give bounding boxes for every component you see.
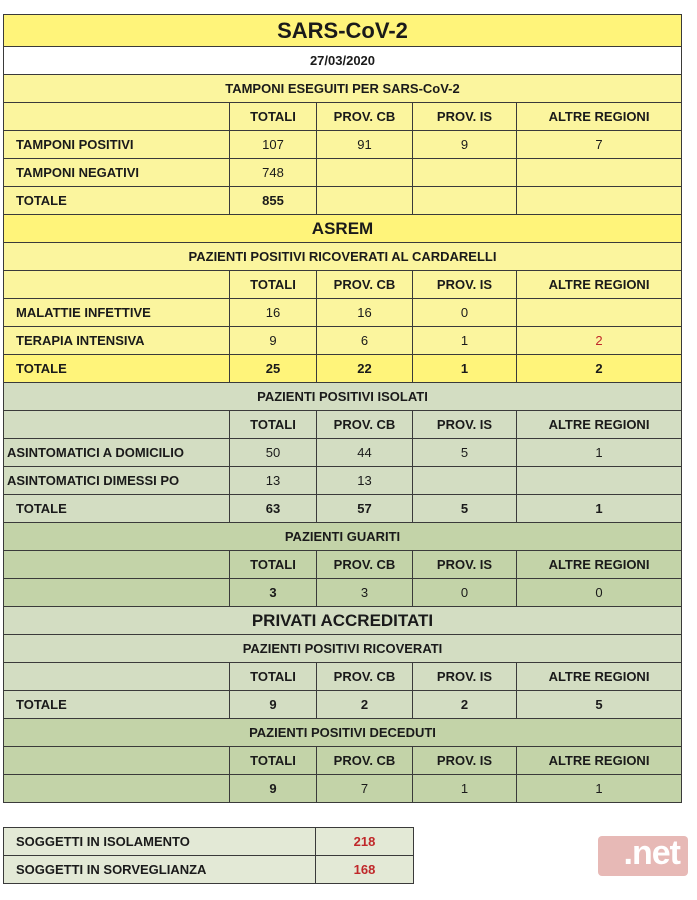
soggetti-table	[3, 827, 414, 884]
empty-cell	[4, 775, 230, 803]
table-cell: 0	[517, 579, 682, 607]
soggetti-box	[3, 827, 413, 884]
column-header: PROV. IS	[413, 663, 517, 691]
table-row	[4, 159, 682, 187]
table-row	[4, 856, 414, 884]
column-header: ALTRE REGIONI	[517, 663, 682, 691]
table-cell: 16	[317, 299, 413, 327]
table-cell: 7	[317, 775, 413, 803]
table-cell: 25	[230, 355, 317, 383]
row-label: TOTALE	[4, 495, 230, 523]
column-header: TOTALI	[230, 551, 317, 579]
report-date: 27/03/2020	[4, 47, 682, 75]
table-cell: 50	[230, 439, 317, 467]
table-row	[4, 775, 682, 803]
table-row	[4, 327, 682, 355]
table-cell: 7	[517, 131, 682, 159]
table-cell: 2	[413, 691, 517, 719]
table-cell: 63	[230, 495, 317, 523]
report-sheet	[3, 14, 681, 803]
column-header: ALTRE REGIONI	[517, 551, 682, 579]
table-cell: 9	[230, 327, 317, 355]
empty-cell	[4, 579, 230, 607]
table-cell	[413, 159, 517, 187]
table-row	[4, 828, 414, 856]
table-cell: 218	[316, 828, 414, 856]
column-header: PROV. IS	[413, 411, 517, 439]
column-header: ALTRE REGIONI	[517, 747, 682, 775]
table-row	[4, 355, 682, 383]
table-row	[4, 495, 682, 523]
column-header: PROV. CB	[317, 663, 413, 691]
watermark-logo	[598, 836, 688, 876]
table-cell	[517, 187, 682, 215]
row-label: ASINTOMATICI A DOMICILIO	[4, 439, 230, 467]
table-row	[4, 691, 682, 719]
table-cell: 9	[230, 775, 317, 803]
table-cell: 1	[517, 439, 682, 467]
column-header: PROV. CB	[317, 551, 413, 579]
column-header: PROV. CB	[317, 747, 413, 775]
column-header: TOTALI	[230, 663, 317, 691]
table-cell: 0	[413, 299, 517, 327]
row-label: TOTALE	[4, 187, 230, 215]
privati-heading: PRIVATI ACCREDITATI	[4, 607, 682, 635]
table-cell: 16	[230, 299, 317, 327]
table-row	[4, 131, 682, 159]
column-header: TOTALI	[230, 271, 317, 299]
column-header: TOTALI	[230, 103, 317, 131]
column-header: ALTRE REGIONI	[517, 103, 682, 131]
column-header: PROV. IS	[413, 271, 517, 299]
table-cell: 6	[317, 327, 413, 355]
row-label: SOGGETTI IN SORVEGLIANZA	[4, 856, 316, 884]
table-cell: 9	[413, 131, 517, 159]
row-label: SOGGETTI IN ISOLAMENTO	[4, 828, 316, 856]
table-row	[4, 299, 682, 327]
table-cell: 1	[517, 495, 682, 523]
table-cell	[517, 159, 682, 187]
table-cell	[517, 299, 682, 327]
table-cell: 1	[517, 775, 682, 803]
table-cell: 2	[317, 691, 413, 719]
table-cell: 3	[230, 579, 317, 607]
table-cell: 57	[317, 495, 413, 523]
empty-cell	[4, 271, 230, 299]
column-header: PROV. IS	[413, 103, 517, 131]
column-header: ALTRE REGIONI	[517, 271, 682, 299]
page-title: SARS-CoV-2	[4, 15, 682, 47]
table-row	[4, 187, 682, 215]
table-cell: 1	[413, 775, 517, 803]
table-cell	[413, 467, 517, 495]
empty-cell	[4, 663, 230, 691]
table-cell: 0	[413, 579, 517, 607]
column-header: TOTALI	[230, 747, 317, 775]
table-row	[4, 579, 682, 607]
empty-cell	[4, 411, 230, 439]
guariti-heading: PAZIENTI GUARITI	[4, 523, 682, 551]
column-header: ALTRE REGIONI	[517, 411, 682, 439]
column-header: PROV. CB	[317, 271, 413, 299]
table-cell: 13	[317, 467, 413, 495]
table-cell: 2	[517, 355, 682, 383]
table-cell: 5	[413, 439, 517, 467]
table-cell: 13	[230, 467, 317, 495]
column-header: TOTALI	[230, 411, 317, 439]
table-cell: 3	[317, 579, 413, 607]
empty-cell	[4, 747, 230, 775]
table-cell	[317, 159, 413, 187]
row-label: TOTALE	[4, 691, 230, 719]
table-cell: 855	[230, 187, 317, 215]
tamponi-heading: TAMPONI ESEGUITI PER SARS-CoV-2	[4, 75, 682, 103]
table-cell	[413, 187, 517, 215]
row-label: TERAPIA INTENSIVA	[4, 327, 230, 355]
privati-deceduti-heading: PAZIENTI POSITIVI DECEDUTI	[4, 719, 682, 747]
empty-cell	[4, 103, 230, 131]
table-cell	[317, 187, 413, 215]
row-label: TOTALE	[4, 355, 230, 383]
table-cell: 168	[316, 856, 414, 884]
row-label: TAMPONI POSITIVI	[4, 131, 230, 159]
row-label: TAMPONI NEGATIVI	[4, 159, 230, 187]
empty-cell	[4, 551, 230, 579]
watermark-text: .net	[623, 834, 680, 872]
table-cell: 91	[317, 131, 413, 159]
table-cell: 9	[230, 691, 317, 719]
row-label: MALATTIE INFETTIVE	[4, 299, 230, 327]
asrem-heading: ASREM	[4, 215, 682, 243]
table-cell: 22	[317, 355, 413, 383]
table-cell: 748	[230, 159, 317, 187]
table-cell: 5	[517, 691, 682, 719]
table-cell: 1	[413, 355, 517, 383]
table-cell	[517, 467, 682, 495]
table-row	[4, 467, 682, 495]
table-cell: 44	[317, 439, 413, 467]
column-header: PROV. CB	[317, 103, 413, 131]
isolati-heading: PAZIENTI POSITIVI ISOLATI	[4, 383, 682, 411]
asrem-subheading: PAZIENTI POSITIVI RICOVERATI AL CARDARELLI	[4, 243, 682, 271]
column-header: PROV. IS	[413, 551, 517, 579]
table-row	[4, 439, 682, 467]
report-table	[3, 14, 682, 803]
table-cell-highlight: 2	[517, 327, 682, 355]
row-label: ASINTOMATICI DIMESSI PO	[4, 467, 230, 495]
privati-ricoverati-heading: PAZIENTI POSITIVI RICOVERATI	[4, 635, 682, 663]
table-cell: 5	[413, 495, 517, 523]
column-header: PROV. IS	[413, 747, 517, 775]
table-cell: 107	[230, 131, 317, 159]
table-cell: 1	[413, 327, 517, 355]
column-header: PROV. CB	[317, 411, 413, 439]
